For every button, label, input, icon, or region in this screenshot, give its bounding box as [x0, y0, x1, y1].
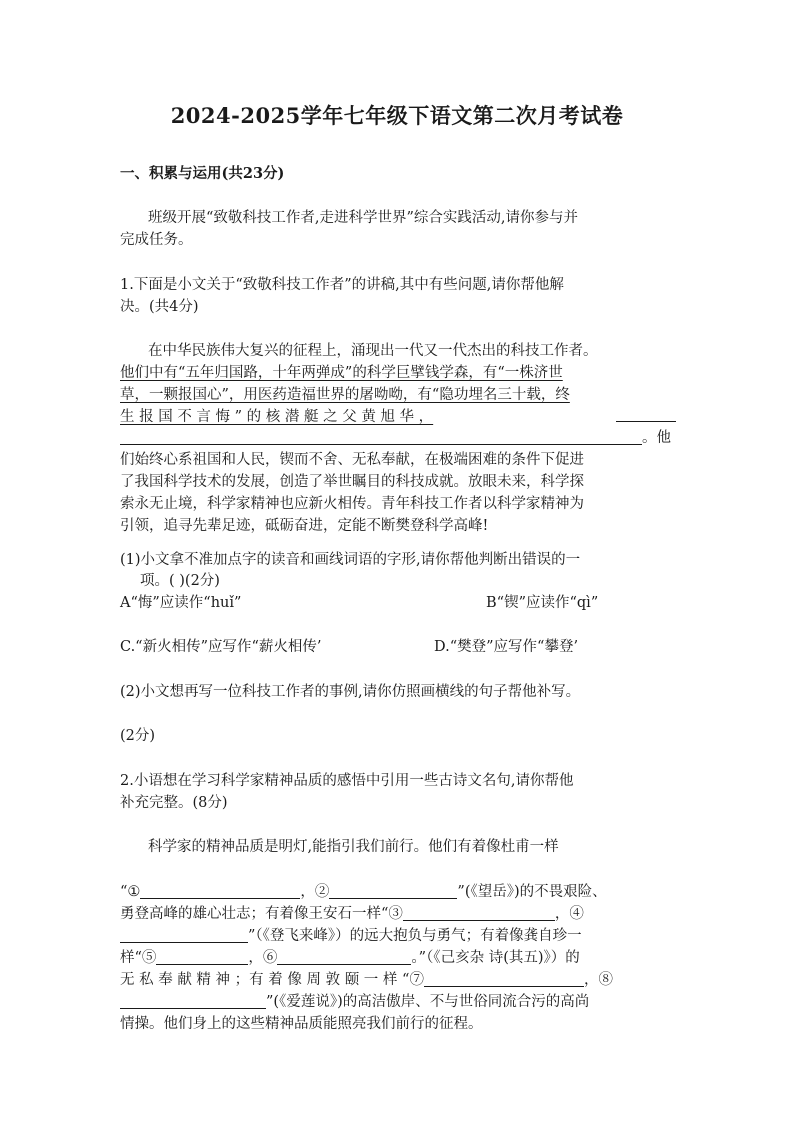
blank-1[interactable] [140, 882, 300, 899]
passage-line-8: 索永无止境，科学家精神也应新火相传。青年科技工作者以科学家精神为 [120, 496, 584, 512]
q1-sub1-line-1: (1)小文拿不准加点字的读音和画线词语的字形,请你帮他判断出错误的一 [120, 552, 581, 568]
q2-passage-line-3: 勇登高峰的雄心壮志；有着像王安石一样“③ ，④ [120, 906, 584, 922]
passage-line-9: 引领，追寻先辈足迹，砥砺奋进，定能不断樊登科学高峰! [120, 518, 489, 534]
passage-line-6: 们始终心系祖国和人民，锲而不舍、无私奉献，在极端困难的条件下促进 [120, 452, 584, 468]
q2-line-2: 补充完整。(8分) [120, 795, 228, 811]
passage-line-3: 草，一颗报国心”，用医药造福世界的屠呦呦，有“隐功埋名三十载，终 [120, 387, 570, 403]
answer-rule-continuation [616, 420, 676, 422]
option-d[interactable]: D.“樊登”应写作“攀登’ [434, 639, 579, 655]
blank-8[interactable] [120, 992, 266, 1009]
intro-line-2: 完成任务。 [120, 232, 193, 248]
answer-blank-example[interactable] [120, 428, 642, 445]
option-b[interactable]: B“锲”应读作“qì” [486, 595, 599, 611]
blank-6[interactable] [277, 948, 411, 965]
q1-sub1-line-2: 项。( )(2分) [140, 573, 220, 589]
q1-line-2: 决。(共4分) [120, 299, 199, 315]
passage-line-7: 了我国科学技术的发展，创造了举世瞩目的科技成就。放眼未来，科学探 [120, 474, 584, 490]
q2-passage-line-2: “① ，② ”(《望岳》)的不畏艰险、 [120, 884, 607, 900]
page-title: 2024-2025学年七年级下语文第二次月考试卷 [170, 103, 624, 128]
option-c[interactable]: C.“新火相传”应写作“薪火相传’ [120, 639, 322, 655]
q2-line-1: 2.小语想在学习科学家精神品质的感悟中引用一些古诗文名句,请你帮他 [120, 773, 574, 789]
passage-line-2: 他们中有“五年归国路，十年两弹成”的科学巨擘钱学森，有“一株济世 [120, 365, 563, 381]
q2-passage-line-4: ”（《登飞来峰》）的远大抱负与勇气；有着像龚自珍一 [120, 926, 675, 947]
q2-passage-line-6: 无 私 奉 献 精 神 ；有 着 像 周 敦 颐 一 样 “⑦ ，⑧ [120, 972, 613, 988]
passage-line-5: 。他 [120, 428, 675, 449]
q1-line-1: 1.下面是小文关于“致敬科技工作者”的讲稿,其中有些问题,请你帮他解 [120, 277, 564, 293]
blank-4[interactable] [120, 926, 248, 943]
option-a[interactable]: A“悔”应读作“huǐ” [120, 595, 242, 611]
q2-passage-line-1: 科学家的精神品质是明灯,能指引我们前行。他们有着像杜甫一样 [148, 839, 559, 855]
q2-passage-line-7: ”(《爱莲说》)的高洁傲岸、不与世俗同流合污的高尚 [120, 992, 675, 1013]
passage-line-1: 在中华民族伟大复兴的征程上，涌现出一代又一代杰出的科技工作者。 [148, 343, 598, 359]
blank-7[interactable] [424, 970, 584, 987]
blank-3[interactable] [403, 904, 555, 921]
q1-sub2: (2)小文想再写一位科技工作者的事例,请你仿照画横线的句子帮他补写。 [120, 684, 581, 700]
section-heading: 一、积累与运用(共23分) [120, 165, 285, 182]
blank-2[interactable] [329, 882, 457, 899]
q1-sub2-score: (2分) [120, 728, 156, 744]
passage-line-4: 生 报 国 不 言 悔 ” 的 核 潜 艇 之 父 黄 旭 华 ， [120, 409, 434, 425]
q2-passage-line-5: 样“⑤ ，⑥ 。”（《己亥杂 诗(其五)》）的 [120, 950, 580, 966]
q2-passage-line-8: 情操。他们身上的这些精神品质能照亮我们前行的征程。 [120, 1016, 483, 1032]
blank-5[interactable] [156, 948, 248, 965]
intro-line-1: 班级开展“致敬科技工作者,走进科学世界”综合实践活动,请你参与并 [148, 210, 579, 226]
